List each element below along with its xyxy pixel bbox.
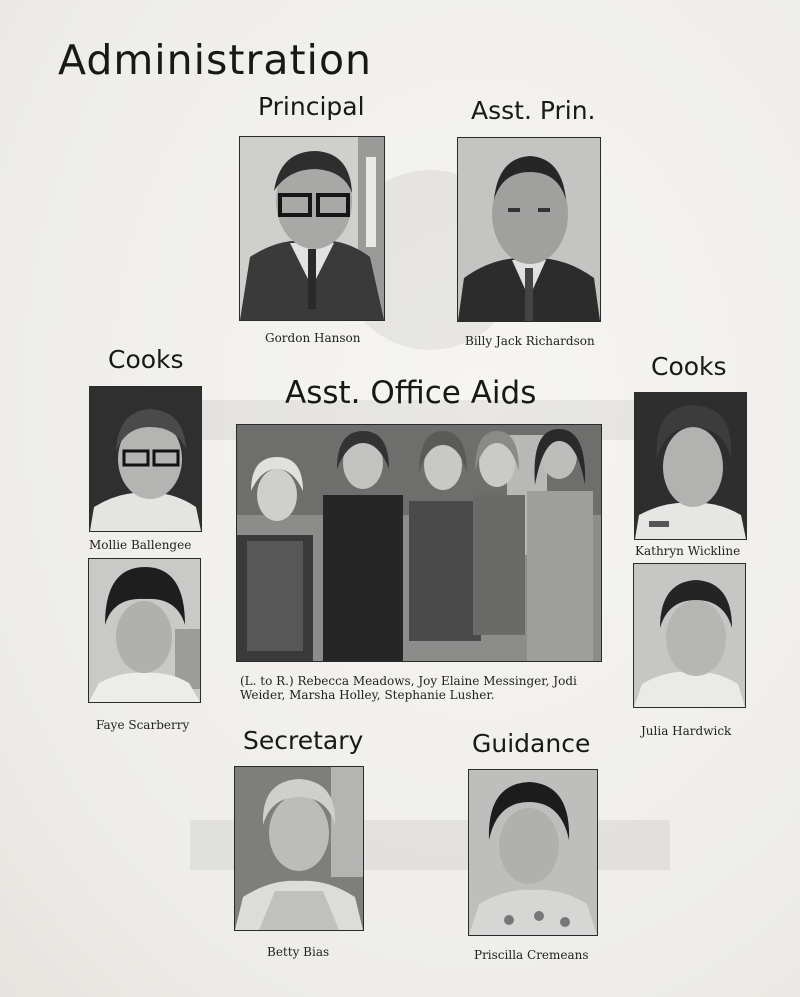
cook-mollie-name: Mollie Ballengee <box>89 538 192 552</box>
asst-principal-heading: Asst. Prin. <box>471 96 596 125</box>
guidance-photo <box>468 769 598 936</box>
office-aids-caption-line1: (L. to R.) Rebecca Meadows, Joy Elaine Messinger, Jodi <box>240 674 577 688</box>
secretary-heading: Secretary <box>243 726 364 755</box>
principal-heading: Principal <box>258 92 365 121</box>
cook-julia-name: Julia Hardwick <box>641 724 732 738</box>
office-aids-caption <box>240 674 580 702</box>
cook-faye-name: Faye Scarberry <box>96 718 190 732</box>
cooks-right-heading: Cooks <box>651 352 727 381</box>
cooks-left-heading: Cooks <box>108 345 184 374</box>
office-aids-group-photo <box>236 424 602 662</box>
page-title: Administration <box>58 36 373 84</box>
cook-mollie-photo <box>89 386 202 532</box>
cook-kathryn-name: Kathryn Wickline <box>635 544 741 558</box>
principal-photo <box>239 136 385 321</box>
secretary-photo <box>234 766 364 931</box>
asst-principal-name: Billy Jack Richardson <box>465 334 595 348</box>
office-aids-caption-line2: Weider, Marsha Holley, Stephanie Lusher. <box>240 688 495 702</box>
guidance-name: Priscilla Cremeans <box>474 948 589 962</box>
secretary-name: Betty Bias <box>267 945 330 959</box>
principal-name: Gordon Hanson <box>265 331 361 345</box>
guidance-heading: Guidance <box>472 729 591 758</box>
asst-principal-photo <box>457 137 601 322</box>
cook-kathryn-photo <box>634 392 747 540</box>
cook-julia-photo <box>633 563 746 708</box>
cook-faye-photo <box>88 558 201 703</box>
office-aids-heading: Asst. Office Aids <box>285 375 537 411</box>
